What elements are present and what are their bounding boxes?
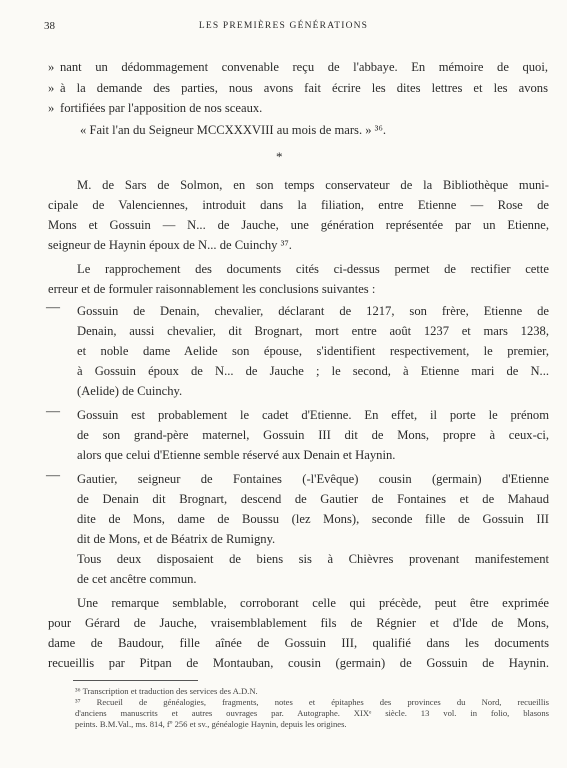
conclusion-dash: — [46, 404, 60, 419]
footnote-37-line: ³⁷ Recueil de généalogies, fragments, notes et épitaphes des provinces du Nord, recueillis [75, 697, 549, 707]
conclusion-line: alors que celui d'Etienne semble réservé aux Denain et Haynin. [77, 448, 396, 462]
quote-line: nant un dédommagement convenable reçu de l'abbaye. En mémoire de quoi, [60, 60, 548, 74]
conclusion-line: de cet ancêtre commun. [77, 572, 197, 586]
paragraph-line: Une remarque semblable, corroborant celle qui précède, peut être exprimée [77, 596, 549, 610]
footnote-36: ³⁶ Transcription et traduction des services des A.D.N. [75, 686, 258, 696]
paragraph-line: Le rapprochement des documents cités ci-dessus permet de rectifier cette [77, 262, 549, 276]
paragraph-line: erreur et de formuler raisonnablement les conclusions suivantes : [48, 282, 376, 296]
conclusion-line: Gautier, seigneur de Fontaines (-l'Evêque) cousin (germain) d'Etienne [77, 472, 549, 486]
paragraph-line: recueillis par Pitpan de Montauban, cousin (germain) de Gossuin de Haynin. [48, 656, 549, 670]
conclusion-line: dite de Mons, dame de Boussu (lez Mons), seconde fille de Gossuin III [77, 512, 549, 526]
quote-mark: » [48, 60, 55, 74]
paragraph-line: dame de Baudour, fille aînée de Gossuin III, qualifié dans les documents [48, 636, 549, 650]
conclusion-line: à Gossuin époux de N... de Jauche ; le second, à Etienne mari de N... [77, 364, 549, 378]
paragraph-line: M. de Sars de Solmon, en son temps conservateur de la Bibliothèque muni- [77, 178, 549, 192]
conclusion-line: Denain, aussi chevalier, dit Brognart, mort entre août 1237 et mars 1238, [77, 324, 549, 338]
paragraph-line: Mons et Gossuin — N... de Jauche, une génération représentée par un Etienne, [48, 218, 549, 232]
footnote-37-line: peints. B.M.Val., ms. 814, fº 256 et sv., généalogie Haynin, depuis les origines. [75, 719, 347, 729]
page-number: 38 [44, 20, 55, 32]
paragraph-line: pour Gérard de Jauche, vraisemblablement fils de Régnier et d'Ide de Mons, [48, 616, 549, 630]
footnote-divider [73, 680, 198, 681]
conclusion-line: de Denain dit Brognart, descend de Gautier de Fontaines et de Mahaud [77, 492, 549, 506]
quote-line: fortifiées par l'apposition de nos sceaux. [60, 101, 263, 115]
section-separator: * [276, 149, 283, 164]
running-title: LES PREMIÈRES GÉNÉRATIONS [198, 21, 369, 31]
quote-mark: » [48, 81, 55, 95]
quote-line: à la demande des parties, nous avons fait écrire les dites lettres et les avons [60, 81, 548, 95]
footnote-37-line: d'anciens manuscrits et autres ouvrages par. Autographe. XIXᵉ siècle. 13 vol. in folio, blasons [75, 708, 549, 718]
conclusion-line: et noble dame Aelide son épouse, s'identifient respectivement, le premier, [77, 344, 549, 358]
conclusion-line: (Aelide) de Cuinchy. [77, 384, 183, 398]
conclusion-dash: — [46, 300, 60, 315]
conclusion-line: Gossuin de Denain, chevalier, déclarant de 1217, son frère, Etienne de [77, 304, 549, 318]
paragraph-line: cipale de Valenciennes, introduit dans la filiation, entre Etienne — Rose de [48, 198, 549, 212]
conclusion-line: Gossuin est probablement le cadet d'Etienne. En effet, il porte le prénom [77, 408, 549, 422]
quote-mark: » [48, 101, 55, 115]
conclusion-dash: — [46, 468, 60, 483]
paragraph-line: seigneur de Haynin époux de N... de Cuinchy ³⁷. [48, 238, 292, 252]
conclusion-line: Tous deux disposaient de biens sis à Chièvres provenant manifestement [77, 552, 549, 566]
conclusion-line: dit de Mons, et de Béatrix de Rumigny. [77, 532, 276, 546]
conclusion-line: de son grand-père maternel, Gossuin III dit de Mons, propre à ceux-ci, [77, 428, 549, 442]
quote-closing-line: « Fait l'an du Seigneur MCCXXXVIII au mois de mars. » ³⁶. [80, 123, 387, 137]
